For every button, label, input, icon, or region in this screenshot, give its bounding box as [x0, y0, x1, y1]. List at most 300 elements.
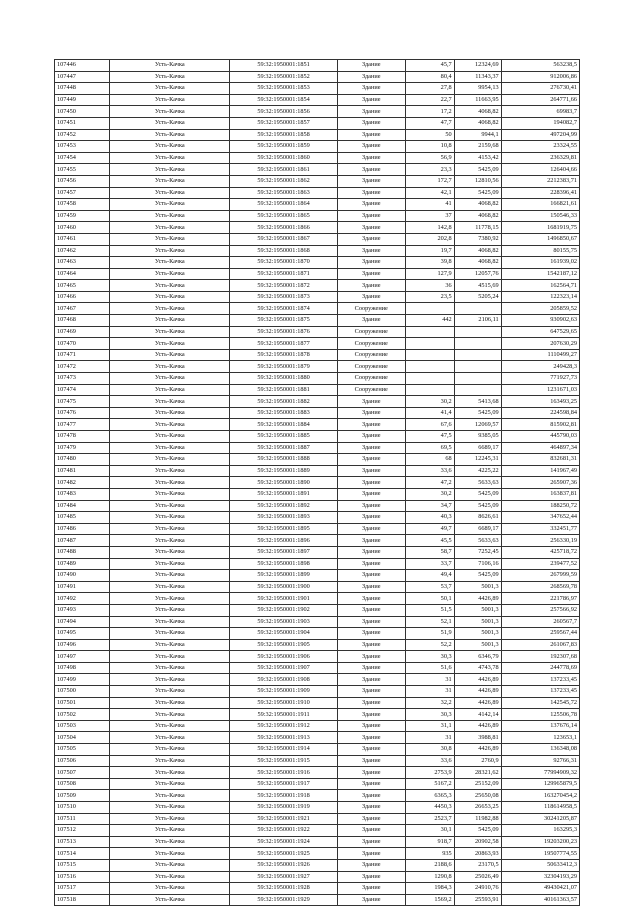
table-row: [55, 744, 580, 756]
cadastral-number-cell: 59:32:1950001:1860: [230, 152, 338, 164]
area-cell: 50,1: [405, 593, 454, 605]
cadastral-number-cell: 59:32:1950001:1883: [230, 407, 338, 419]
unit-price-cell: 4068,82: [454, 210, 501, 222]
locality-cell: Усть-Качка: [110, 233, 230, 245]
locality-cell: Усть-Качка: [110, 152, 230, 164]
cadastral-number-cell: 59:32:1950001:1856: [230, 106, 338, 118]
cadastral-value-cell: 771927,73: [501, 373, 579, 385]
cadastral-number-cell: 59:32:1950001:1908: [230, 674, 338, 686]
locality-cell: Усть-Качка: [110, 222, 230, 234]
cadastral-number-cell: 59:32:1950001:1862: [230, 175, 338, 187]
area-cell: 23,5: [405, 291, 454, 303]
area-cell: 6365,3: [405, 790, 454, 802]
object-type-cell: Здание: [337, 628, 405, 640]
cadastral-value-cell: 249428,3: [501, 361, 579, 373]
locality-cell: Усть-Качка: [110, 431, 230, 443]
locality-cell: Усть-Качка: [110, 94, 230, 106]
area-cell: 68: [405, 454, 454, 466]
area-cell: 32,2: [405, 697, 454, 709]
area-cell: 19,7: [405, 245, 454, 257]
object-type-cell: Здание: [337, 500, 405, 512]
unit-price-cell: 4068,82: [454, 199, 501, 211]
cadastral-value-cell: 92766,31: [501, 755, 579, 767]
area-cell: 2753,9: [405, 767, 454, 779]
locality-cell: Усть-Качка: [110, 778, 230, 790]
unit-price-cell: 2159,68: [454, 141, 501, 153]
locality-cell: Усть-Качка: [110, 674, 230, 686]
cadastral-value-cell: 464897,34: [501, 442, 579, 454]
locality-cell: Усть-Качка: [110, 141, 230, 153]
object-type-cell: Здание: [337, 709, 405, 721]
cadastral-number-cell: 59:32:1950001:1914: [230, 744, 338, 756]
cadastral-number-cell: 59:32:1950001:1854: [230, 94, 338, 106]
cadastral-number-cell: 59:32:1950001:1901: [230, 593, 338, 605]
cadastral-value-cell: 1542187,12: [501, 268, 579, 280]
area-cell: 51,9: [405, 628, 454, 640]
table-row: [55, 755, 580, 767]
object-type-cell: Сооружение: [337, 361, 405, 373]
object-type-cell: Здание: [337, 199, 405, 211]
object-type-cell: Здание: [337, 813, 405, 825]
unit-price-cell: 28321,62: [454, 767, 501, 779]
locality-cell: Усть-Качка: [110, 60, 230, 72]
locality-cell: Усть-Качка: [110, 117, 230, 129]
cadastral-value-cell: 49430421,07: [501, 883, 579, 895]
unit-price-cell: 4426,89: [454, 720, 501, 732]
area-cell: 142,8: [405, 222, 454, 234]
locality-cell: Усть-Качка: [110, 280, 230, 292]
table-row: [55, 407, 580, 419]
area-cell: 10,8: [405, 141, 454, 153]
unit-price-cell: 12069,57: [454, 419, 501, 431]
locality-cell: Усть-Качка: [110, 477, 230, 489]
cadastral-number-cell: 59:32:1950001:1888: [230, 454, 338, 466]
cadastral-number-cell: 59:32:1950001:1902: [230, 604, 338, 616]
object-type-cell: Сооружение: [337, 384, 405, 396]
unit-price-cell: 7106,16: [454, 558, 501, 570]
object-type-cell: Здание: [337, 848, 405, 860]
cadastral-number-cell: 59:32:1950001:1881: [230, 384, 338, 396]
unit-price-cell: 11982,88: [454, 813, 501, 825]
area-cell: 69,5: [405, 442, 454, 454]
cadastral-number-cell: 59:32:1950001:1904: [230, 628, 338, 640]
unit-price-cell: 4426,89: [454, 674, 501, 686]
area-cell: 1290,8: [405, 871, 454, 883]
cadastral-value-cell: 425718,72: [501, 546, 579, 558]
cadastral-number-cell: 59:32:1950001:1905: [230, 639, 338, 651]
locality-cell: Усть-Качка: [110, 349, 230, 361]
unit-price-cell: 12245,31: [454, 454, 501, 466]
table-row: [55, 570, 580, 582]
cadastral-value-cell: 1496850,67: [501, 233, 579, 245]
object-type-cell: Здание: [337, 268, 405, 280]
table-row: [55, 894, 580, 906]
record-number-cell: 107451: [55, 117, 110, 129]
cadastral-value-cell: 1110499,27: [501, 349, 579, 361]
table-row: [55, 535, 580, 547]
object-type-cell: Здание: [337, 117, 405, 129]
cadastral-value-cell: 161939,02: [501, 257, 579, 269]
cadastral-number-cell: 59:32:1950001:1870: [230, 257, 338, 269]
object-type-cell: Здание: [337, 720, 405, 732]
cadastral-number-cell: 59:32:1950001:1866: [230, 222, 338, 234]
cadastral-number-cell: 59:32:1950001:1872: [230, 280, 338, 292]
locality-cell: Усть-Качка: [110, 210, 230, 222]
object-type-cell: Здание: [337, 175, 405, 187]
unit-price-cell: [454, 303, 501, 315]
cadastral-value-cell: 69983,7: [501, 106, 579, 118]
cadastral-number-cell: 59:32:1950001:1885: [230, 431, 338, 443]
cadastral-value-cell: 50633412,3: [501, 859, 579, 871]
cadastral-value-cell: 267999,59: [501, 570, 579, 582]
table-row: [55, 465, 580, 477]
cadastral-value-cell: 137233,45: [501, 686, 579, 698]
locality-cell: Усть-Качка: [110, 245, 230, 257]
unit-price-cell: 5001,3: [454, 628, 501, 640]
unit-price-cell: 5425,09: [454, 488, 501, 500]
table-row: [55, 488, 580, 500]
object-type-cell: Здание: [337, 871, 405, 883]
object-type-cell: Сооружение: [337, 303, 405, 315]
locality-cell: Усть-Качка: [110, 790, 230, 802]
record-number-cell: 107481: [55, 465, 110, 477]
cadastral-value-cell: 40161363,57: [501, 894, 579, 906]
cadastral-value-cell: 163493,25: [501, 396, 579, 408]
locality-cell: Усть-Качка: [110, 164, 230, 176]
cadastral-number-cell: 59:32:1950001:1857: [230, 117, 338, 129]
cadastral-number-cell: 59:32:1950001:1926: [230, 859, 338, 871]
cadastral-number-cell: 59:32:1950001:1877: [230, 338, 338, 350]
table-row: [55, 141, 580, 153]
table-row: [55, 338, 580, 350]
table-row: [55, 500, 580, 512]
cadastral-number-cell: 59:32:1950001:1892: [230, 500, 338, 512]
object-type-cell: Здание: [337, 593, 405, 605]
area-cell: 2188,6: [405, 859, 454, 871]
area-cell: 31: [405, 674, 454, 686]
record-number-cell: 107496: [55, 639, 110, 651]
cadastral-value-cell: 136348,08: [501, 744, 579, 756]
cadastral-value-cell: 2212383,71: [501, 175, 579, 187]
record-number-cell: 107473: [55, 373, 110, 385]
cadastral-value-cell: 228396,41: [501, 187, 579, 199]
record-number-cell: 107517: [55, 883, 110, 895]
locality-cell: Усть-Качка: [110, 396, 230, 408]
object-type-cell: Здание: [337, 616, 405, 628]
record-number-cell: 107508: [55, 778, 110, 790]
record-number-cell: 107447: [55, 71, 110, 83]
table-row: [55, 303, 580, 315]
locality-cell: Усть-Качка: [110, 71, 230, 83]
unit-price-cell: [454, 338, 501, 350]
object-type-cell: Здание: [337, 836, 405, 848]
cadastral-number-cell: 59:32:1950001:1903: [230, 616, 338, 628]
record-number-cell: 107460: [55, 222, 110, 234]
object-type-cell: Здание: [337, 523, 405, 535]
cadastral-value-cell: 1231671,03: [501, 384, 579, 396]
record-number-cell: 107455: [55, 164, 110, 176]
unit-price-cell: [454, 373, 501, 385]
area-cell: 30,2: [405, 396, 454, 408]
cadastral-number-cell: 59:32:1950001:1874: [230, 303, 338, 315]
cadastral-number-cell: 59:32:1950001:1895: [230, 523, 338, 535]
object-type-cell: Здание: [337, 512, 405, 524]
record-number-cell: 107458: [55, 199, 110, 211]
object-type-cell: Здание: [337, 802, 405, 814]
cadastral-value-cell: 257566,92: [501, 604, 579, 616]
document-page: [54, 59, 580, 906]
record-number-cell: 107505: [55, 744, 110, 756]
record-number-cell: 107514: [55, 848, 110, 860]
record-number-cell: 107510: [55, 802, 110, 814]
cadastral-number-cell: 59:32:1950001:1906: [230, 651, 338, 663]
table-row: [55, 152, 580, 164]
record-number-cell: 107509: [55, 790, 110, 802]
record-number-cell: 107494: [55, 616, 110, 628]
table-row: [55, 442, 580, 454]
object-type-cell: Здание: [337, 686, 405, 698]
table-row: [55, 164, 580, 176]
object-type-cell: Здание: [337, 894, 405, 906]
unit-price-cell: 20902,58: [454, 836, 501, 848]
record-number-cell: 107500: [55, 686, 110, 698]
area-cell: 4450,3: [405, 802, 454, 814]
record-number-cell: 107467: [55, 303, 110, 315]
table-row: [55, 546, 580, 558]
record-number-cell: 107502: [55, 709, 110, 721]
locality-cell: Усть-Качка: [110, 488, 230, 500]
record-number-cell: 107446: [55, 60, 110, 72]
unit-price-cell: 4153,42: [454, 152, 501, 164]
table-row: [55, 419, 580, 431]
unit-price-cell: [454, 349, 501, 361]
area-cell: [405, 373, 454, 385]
object-type-cell: Здание: [337, 419, 405, 431]
unit-price-cell: 8626,61: [454, 512, 501, 524]
area-cell: 22,7: [405, 94, 454, 106]
cadastral-value-cell: 259567,44: [501, 628, 579, 640]
cadastral-number-cell: 59:32:1950001:1896: [230, 535, 338, 547]
object-type-cell: Здание: [337, 790, 405, 802]
unit-price-cell: 4225,22: [454, 465, 501, 477]
record-number-cell: 107472: [55, 361, 110, 373]
record-number-cell: 107490: [55, 570, 110, 582]
record-number-cell: 107449: [55, 94, 110, 106]
record-number-cell: 107506: [55, 755, 110, 767]
cadastral-number-cell: 59:32:1950001:1876: [230, 326, 338, 338]
cadastral-value-cell: 19203200,23: [501, 836, 579, 848]
unit-price-cell: 11343,37: [454, 71, 501, 83]
record-number-cell: 107503: [55, 720, 110, 732]
area-cell: 127,9: [405, 268, 454, 280]
unit-price-cell: 4142,14: [454, 709, 501, 721]
locality-cell: Усть-Качка: [110, 651, 230, 663]
record-number-cell: 107518: [55, 894, 110, 906]
cadastral-value-cell: 163295,3: [501, 825, 579, 837]
cadastral-number-cell: 59:32:1950001:1899: [230, 570, 338, 582]
area-cell: [405, 349, 454, 361]
record-number-cell: 107499: [55, 674, 110, 686]
area-cell: 1984,3: [405, 883, 454, 895]
table-row: [55, 187, 580, 199]
table-row: [55, 558, 580, 570]
cadastral-value-cell: 647529,65: [501, 326, 579, 338]
area-cell: 52,1: [405, 616, 454, 628]
table-row: [55, 233, 580, 245]
table-row: [55, 94, 580, 106]
cadastral-number-cell: 59:32:1950001:1910: [230, 697, 338, 709]
record-number-cell: 107487: [55, 535, 110, 547]
area-cell: 41,4: [405, 407, 454, 419]
object-type-cell: Здание: [337, 732, 405, 744]
record-number-cell: 107501: [55, 697, 110, 709]
table-row: [55, 268, 580, 280]
object-type-cell: Здание: [337, 465, 405, 477]
cadastral-value-cell: 188250,72: [501, 500, 579, 512]
area-cell: 51,5: [405, 604, 454, 616]
locality-cell: Усть-Качка: [110, 813, 230, 825]
area-cell: 31: [405, 732, 454, 744]
cadastral-value-cell: 192307,68: [501, 651, 579, 663]
locality-cell: Усть-Качка: [110, 129, 230, 141]
cadastral-value-cell: 77994909,32: [501, 767, 579, 779]
cadastral-value-cell: 163837,81: [501, 488, 579, 500]
object-type-cell: Сооружение: [337, 326, 405, 338]
cadastral-value-cell: 125506,78: [501, 709, 579, 721]
area-cell: [405, 303, 454, 315]
unit-price-cell: 5001,3: [454, 604, 501, 616]
property-table: [54, 59, 580, 906]
object-type-cell: Здание: [337, 755, 405, 767]
area-cell: 33,6: [405, 465, 454, 477]
unit-price-cell: 3988,81: [454, 732, 501, 744]
cadastral-value-cell: 126404,66: [501, 164, 579, 176]
unit-price-cell: 5413,68: [454, 396, 501, 408]
cadastral-number-cell: 59:32:1950001:1925: [230, 848, 338, 860]
object-type-cell: Сооружение: [337, 338, 405, 350]
locality-cell: Усть-Качка: [110, 546, 230, 558]
object-type-cell: Здание: [337, 767, 405, 779]
table-row: [55, 790, 580, 802]
unit-price-cell: 9954,13: [454, 83, 501, 95]
cadastral-number-cell: 59:32:1950001:1912: [230, 720, 338, 732]
record-number-cell: 107462: [55, 245, 110, 257]
object-type-cell: Здание: [337, 315, 405, 327]
object-type-cell: Здание: [337, 431, 405, 443]
area-cell: 442: [405, 315, 454, 327]
cadastral-number-cell: 59:32:1950001:1878: [230, 349, 338, 361]
unit-price-cell: 6689,17: [454, 442, 501, 454]
cadastral-value-cell: 123653,1: [501, 732, 579, 744]
cadastral-value-cell: 260567,7: [501, 616, 579, 628]
locality-cell: Усть-Качка: [110, 465, 230, 477]
locality-cell: Усть-Качка: [110, 628, 230, 640]
cadastral-number-cell: 59:32:1950001:1884: [230, 419, 338, 431]
cadastral-value-cell: 1681919,75: [501, 222, 579, 234]
cadastral-number-cell: 59:32:1950001:1898: [230, 558, 338, 570]
unit-price-cell: 4426,89: [454, 744, 501, 756]
area-cell: 31,1: [405, 720, 454, 732]
object-type-cell: Здание: [337, 454, 405, 466]
record-number-cell: 107512: [55, 825, 110, 837]
cadastral-value-cell: 30241205,87: [501, 813, 579, 825]
table-row: [55, 639, 580, 651]
cadastral-number-cell: 59:32:1950001:1915: [230, 755, 338, 767]
cadastral-number-cell: 59:32:1950001:1928: [230, 883, 338, 895]
record-number-cell: 107486: [55, 523, 110, 535]
locality-cell: Усть-Качка: [110, 825, 230, 837]
unit-price-cell: 5425,09: [454, 570, 501, 582]
record-number-cell: 107515: [55, 859, 110, 871]
cadastral-value-cell: 137676,14: [501, 720, 579, 732]
record-number-cell: 107483: [55, 488, 110, 500]
object-type-cell: Здание: [337, 570, 405, 582]
unit-price-cell: 2760,9: [454, 755, 501, 767]
cadastral-number-cell: 59:32:1950001:1909: [230, 686, 338, 698]
object-type-cell: Здание: [337, 210, 405, 222]
object-type-cell: Здание: [337, 60, 405, 72]
locality-cell: Усть-Качка: [110, 802, 230, 814]
cadastral-value-cell: 129965879,5: [501, 778, 579, 790]
unit-price-cell: 12057,76: [454, 268, 501, 280]
locality-cell: Усть-Качка: [110, 175, 230, 187]
object-type-cell: Здание: [337, 639, 405, 651]
unit-price-cell: 25593,91: [454, 894, 501, 906]
object-type-cell: Здание: [337, 651, 405, 663]
locality-cell: Усть-Качка: [110, 303, 230, 315]
cadastral-value-cell: 236329,81: [501, 152, 579, 164]
table-row: [55, 396, 580, 408]
cadastral-value-cell: 261067,83: [501, 639, 579, 651]
object-type-cell: Здание: [337, 697, 405, 709]
object-type-cell: Сооружение: [337, 349, 405, 361]
object-type-cell: Здание: [337, 222, 405, 234]
locality-cell: Усть-Качка: [110, 373, 230, 385]
cadastral-value-cell: 264771,66: [501, 94, 579, 106]
unit-price-cell: 11663,95: [454, 94, 501, 106]
cadastral-value-cell: 141967,49: [501, 465, 579, 477]
unit-price-cell: 5633,63: [454, 535, 501, 547]
cadastral-value-cell: 239477,52: [501, 558, 579, 570]
area-cell: 935: [405, 848, 454, 860]
unit-price-cell: [454, 361, 501, 373]
object-type-cell: Здание: [337, 662, 405, 674]
table-body: [55, 60, 580, 906]
unit-price-cell: [454, 384, 501, 396]
object-type-cell: Здание: [337, 558, 405, 570]
locality-cell: Усть-Качка: [110, 732, 230, 744]
cadastral-number-cell: 59:32:1950001:1921: [230, 813, 338, 825]
cadastral-number-cell: 59:32:1950001:1864: [230, 199, 338, 211]
cadastral-value-cell: 194082,7: [501, 117, 579, 129]
locality-cell: Усть-Качка: [110, 338, 230, 350]
record-number-cell: 107478: [55, 431, 110, 443]
cadastral-value-cell: 332451,77: [501, 523, 579, 535]
record-number-cell: 107463: [55, 257, 110, 269]
table-row: [55, 697, 580, 709]
area-cell: 33,7: [405, 558, 454, 570]
object-type-cell: Здание: [337, 280, 405, 292]
table-row: [55, 709, 580, 721]
record-number-cell: 107488: [55, 546, 110, 558]
record-number-cell: 107475: [55, 396, 110, 408]
unit-price-cell: 25152,09: [454, 778, 501, 790]
table-row: [55, 883, 580, 895]
unit-price-cell: 4515,69: [454, 280, 501, 292]
table-row: [55, 175, 580, 187]
object-type-cell: Здание: [337, 488, 405, 500]
table-row: [55, 593, 580, 605]
